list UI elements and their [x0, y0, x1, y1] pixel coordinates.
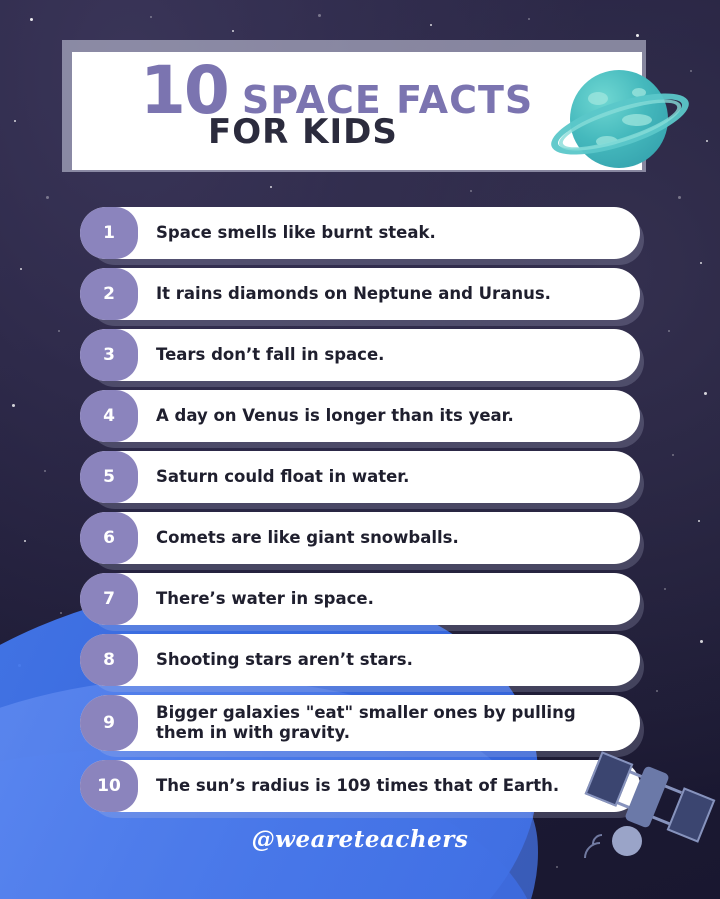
- satellite-panel-left: [585, 751, 634, 806]
- fact-number-badge: 3: [80, 329, 138, 381]
- fact-number-badge: 8: [80, 634, 138, 686]
- fact-pill: [80, 329, 640, 381]
- list-item: [80, 329, 640, 381]
- fact-pill: [80, 760, 640, 812]
- title-number: 10: [140, 52, 228, 129]
- satellite-icon: [590, 730, 710, 880]
- list-item: [80, 390, 640, 442]
- list-item: [80, 207, 640, 259]
- brand-handle: @weareteachers: [251, 826, 469, 853]
- list-item: [80, 634, 640, 686]
- fact-pill: [80, 390, 640, 442]
- fact-pill: [80, 634, 640, 686]
- fact-text: Shooting stars aren’t stars.: [156, 649, 413, 669]
- fact-number-badge: 10: [80, 760, 138, 812]
- fact-text: It rains diamonds on Neptune and Uranus.: [156, 283, 551, 303]
- list-item: [80, 512, 640, 564]
- fact-text: Bigger galaxies "eat" smaller ones by pulling them in with gravity.: [156, 702, 576, 742]
- fact-text: A day on Venus is longer than its year.: [156, 405, 514, 425]
- fact-text: Space smells like burnt steak.: [156, 222, 436, 242]
- fact-number-badge: 2: [80, 268, 138, 320]
- fact-pill: [80, 268, 640, 320]
- fact-number-badge: 9: [80, 695, 138, 751]
- fact-text: Comets are like giant snowballs.: [156, 527, 459, 547]
- fact-number-badge: 7: [80, 573, 138, 625]
- fact-text: Saturn could float in water.: [156, 466, 410, 486]
- title-subtitle: FOR KIDS: [208, 112, 398, 152]
- list-item: [80, 268, 640, 320]
- ringed-planet-icon: [548, 62, 698, 192]
- fact-number-badge: 6: [80, 512, 138, 564]
- fact-pill: [80, 207, 640, 259]
- list-item: [80, 695, 640, 751]
- list-item: [80, 760, 640, 812]
- fact-text: The sun’s radius is 109 times that of Earth.: [156, 775, 560, 795]
- list-item: [80, 573, 640, 625]
- title-main: SPACE FACTS: [241, 78, 534, 122]
- fact-pill: [80, 451, 640, 503]
- fact-text: There’s water in space.: [156, 588, 374, 608]
- fact-pill: [80, 573, 640, 625]
- fact-pill: [80, 695, 640, 751]
- fact-text: Tears don’t fall in space.: [156, 344, 385, 364]
- list-item: [80, 451, 640, 503]
- fact-number-badge: 1: [80, 207, 138, 259]
- fact-pill: [80, 512, 640, 564]
- fact-number-badge: 4: [80, 390, 138, 442]
- fact-number-badge: 5: [80, 451, 138, 503]
- facts-list: [80, 207, 640, 821]
